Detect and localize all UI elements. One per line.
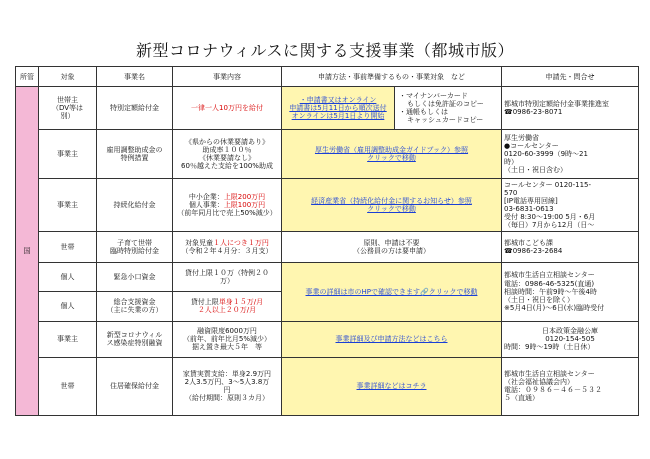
header-contact: 申請先・問合せ: [502, 67, 639, 87]
contact-cell: 都城市生活自立相談センター 電話：0986-46-5325(直通) 相談時間：午前9時～午後4時 （土日・祝日を除く） ※5月4日(月)～6日(水)臨時受付: [502, 262, 639, 321]
table-row: [16, 321, 639, 357]
org-cell: [16, 87, 39, 416]
contact-cell: 日本政策金融公庫 0120-154-505 時間：9時～19時（土日休）: [502, 321, 639, 357]
table-row: [16, 262, 639, 291]
program-name: 持続化給付金: [97, 179, 173, 232]
target-cell: 世帯: [39, 357, 97, 415]
method-cell: [282, 87, 502, 130]
program-name: 特別定額給付金: [97, 87, 173, 130]
page-title: 新型コロナウィルスに関する支援事業（都城市版）: [135, 41, 515, 60]
header-org: 所管: [16, 67, 39, 87]
contact-cell: コールセンター 0120-115- 570 [IP電話専用回線] 03-6831-0613 受付 8:30～19:00 5月・6月 （毎日）7月から12月（日～: [502, 179, 639, 232]
header-method: 申請方法・事前準備するもの・事業対象 など: [282, 67, 502, 87]
program-content: 融資限度6000万円 （前年、前年比月5%減少） 据え置き最大５年 等: [173, 321, 282, 357]
program-content: 対象児童１人につき１万円 （令和２年４月分：３月支）: [173, 232, 282, 262]
target-cell: 事業主: [39, 130, 97, 179]
target-cell: 事業主: [39, 179, 97, 232]
program-content: 中小企業：上限200万円 個人事業：上限100万円 （前年同月比で売上50%減少）: [173, 179, 282, 232]
contact-cell: 都城市生活自立相談センター （社会福祉協議会内） 電話：０９８６－４６－５３２ ５（直通）: [502, 357, 639, 415]
mhlw-guide-link[interactable]: 厚生労働省（雇用調整助成金ガイドブック）参照 クリックで移動: [282, 130, 502, 179]
program-name: 緊急小口資金: [97, 262, 173, 291]
header-content: 事業内容: [173, 67, 282, 87]
program-content: 一律一人10万円を給付: [173, 87, 282, 130]
table-row: [16, 179, 639, 232]
meti-notice-link[interactable]: 経済産業省（持続化給付金に関するお知らせ）参照 クリックで移動: [282, 179, 502, 232]
program-name: 住居確保給付金: [97, 357, 173, 415]
header-name: 事業名: [97, 67, 173, 87]
required-documents: ・マイナンバーカード もしくは免許証のコピー ・通帳もしくは キャッシュカードコピー: [399, 92, 484, 125]
program-name: 子育て世帯 臨時特別給付金: [97, 232, 173, 262]
program-content: 貸付上限１０万（特例２０ 万）: [173, 262, 282, 291]
program-name: 新型コロナウィル ス感染症特別融資: [97, 321, 173, 357]
header-target: 対象: [39, 67, 97, 87]
header-row: [16, 67, 639, 87]
housing-detail-link[interactable]: 事業詳細などはコチラ: [282, 357, 502, 415]
target-cell: 個人: [39, 262, 97, 291]
jfc-detail-link[interactable]: 事業詳細及び申請方法などはこちら: [282, 321, 502, 357]
target-cell: 世帯主 （DV等は 別）: [39, 87, 97, 130]
table-row: [16, 232, 639, 262]
contact-cell: 厚生労働省 ●コールセンター 0120-60-3999（9時～21 時） （土日・祝日含む）: [502, 130, 639, 179]
program-name: 総合支援資金 （主に失業の方）: [97, 291, 173, 321]
program-content: 貸付上限単身１５万/月 ２人以上２０万/月: [173, 291, 282, 321]
table-row: [16, 87, 639, 130]
program-content: 家賃実質支給：単身2.9万円 2人3.5万円、3～5人3.8万 円 （給付期間：原則３カ月）: [173, 357, 282, 415]
online-application-link[interactable]: ・申請書又はオンライン 申請書は5月11日から順次送付 オンラインは5月1日より開始: [282, 87, 395, 129]
program-name: 雇用調整助成金の 特例措置: [97, 130, 173, 179]
org-label: 国: [23, 247, 31, 255]
target-cell: 世帯: [39, 232, 97, 262]
city-hp-link[interactable]: 事業の詳細は市のHPで確認できます🔗クリックで移動: [282, 262, 502, 321]
target-cell: 個人: [39, 291, 97, 321]
contact-cell: 都城市特別定額給付金事業推進室 ☎0986-23-8071: [502, 87, 639, 130]
support-table: [15, 66, 639, 416]
target-cell: 事業主: [39, 321, 97, 357]
program-content: 《県からの休業要請あり》 助成率１００％ 《休業要請なし》 60％越えた支給を100%助成: [173, 130, 282, 179]
table-row: [16, 130, 639, 179]
table-row: [16, 357, 639, 415]
method-cell: 原則、申請は不要 （公務員の方は要申請）: [282, 232, 502, 262]
contact-cell: 都城市こども課 ☎0986-23-2684: [502, 232, 639, 262]
